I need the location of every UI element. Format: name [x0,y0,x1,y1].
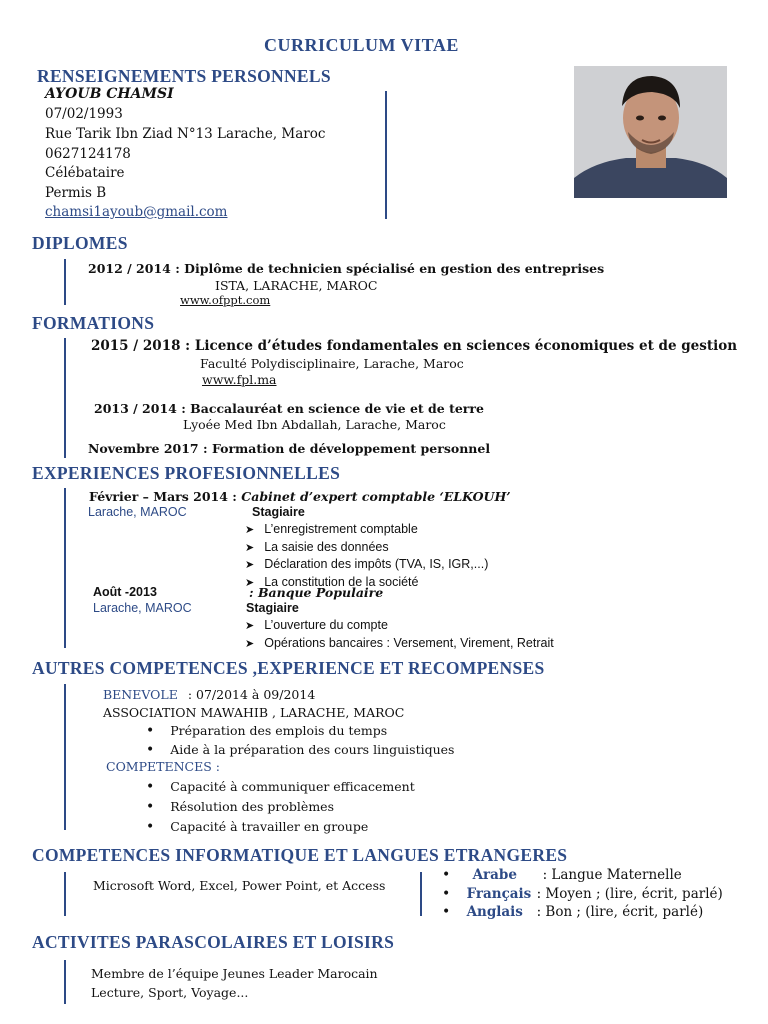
formations-heading: FORMATIONS [32,313,155,333]
loisirs-line-1: Membre de l’équipe Jeunes Leader Marocain [91,966,378,981]
experience-1-header [89,489,511,504]
experience-2-company: : Banque Populaire [249,585,384,600]
diplomes-heading: DIPLOMES [32,233,128,253]
task-item: ➤ La constitution de la société [245,574,488,592]
page-title: CURRICULUM VITAE [264,35,459,55]
software-skills: Microsoft Word, Excel, Power Point, et Access [93,878,386,893]
section-divider [64,338,66,458]
diplome-website-link[interactable]: www.ofppt.com [180,293,271,307]
profile-photo-image [574,66,727,198]
competences-label: COMPETENCES : [106,759,220,774]
experience-1-company: Cabinet d’expert comptable ‘ELKOUH’ [241,489,511,504]
list-item: • Aide à la préparation des cours linguistiques [146,741,454,760]
association-name: ASSOCIATION MAWAHIB , LARACHE, MAROC [103,705,405,720]
language-name: Anglais [466,904,523,920]
formation-licence-title: 2015 / 2018 : Licence d’études fondamentales en sciences économiques et de gestion [91,338,738,354]
autres-heading: AUTRES COMPETENCES ,EXPERIENCE ET RECOMPENSES [32,658,545,678]
personal-heading: RENSEIGNEMENTS PERSONNELS [37,66,331,86]
experience-1-place: Larache, MAROC [88,505,187,519]
formation-licence-link[interactable]: www.fpl.ma [202,372,277,387]
task-item: ➤ Déclaration des impôts (TVA, IS, IGR,...) [245,556,488,574]
language-item [442,885,723,904]
loisirs-line-2: Lecture, Sport, Voyage... [91,985,249,1000]
phone: 0627124178 [45,146,131,162]
formation-bac-place: Lyoée Med Ibn Abdallah, Larache, Maroc [183,417,446,432]
experience-1-role: Stagiaire [252,505,305,519]
profile-photo [574,66,727,198]
list-item: • Préparation des emplois du temps [146,722,454,741]
task-item: ➤ La saisie des données [245,539,488,557]
languages-list [442,866,723,922]
email-link[interactable]: chamsi1ayoub@gmail.com [45,204,228,220]
experience-2-date: Août -2013 [93,585,157,599]
formation-licence-place: Faculté Polydisciplinaire, Larache, Maroc [200,356,464,371]
task-item: ➤ Opérations bancaires : Versement, Virement, Retrait [245,635,554,653]
experience-1-tasks [245,521,488,592]
marital-status: Célébataire [45,165,125,181]
experience-2-tasks [245,617,554,652]
competences-list [146,777,415,837]
list-item: • Capacité à communiquer efficacement [146,777,415,797]
benevole-label: BENEVOLE [103,687,178,702]
driving-license: Permis B [45,185,107,201]
experience-1-date: Février – Mars 2014 : [89,489,242,504]
task-item: ➤ L’ouverture du compte [245,617,554,635]
address: Rue Tarik Ibn Ziad N°13 Larache, Maroc [45,126,326,142]
section-divider [64,872,66,916]
diplome-title: 2012 / 2014 : Diplôme de technicien spécialisé en gestion des entreprises [88,261,605,276]
section-divider [64,684,66,830]
benevole-dates: : 07/2014 à 09/2014 [187,687,316,702]
section-divider [64,960,66,1004]
formation-dev-perso: Novembre 2017 : Formation de développement personnel [88,441,491,456]
diplome-school: ISTA, LARACHE, MAROC [215,278,378,293]
benevole-list [146,722,454,759]
experience-2-place: Larache, MAROC [93,601,192,615]
section-divider [420,872,422,916]
experiences-heading: EXPERIENCES PROFESIONNELLES [32,463,341,483]
section-divider [64,488,66,648]
task-item: ➤ L’enregistrement comptable [245,521,488,539]
language-level: : Moyen ; (lire, écrit, parlé) [536,885,723,902]
experience-2-role: Stagiaire [246,601,299,615]
benevole-line [103,687,315,702]
list-item: • Capacité à travailler en groupe [146,817,415,837]
language-name: Arabe [472,867,517,883]
language-name: Français [466,885,532,902]
informatique-heading: COMPETENCES INFORMATIQUE ET LANGUES ETRANGERES [32,845,568,865]
list-item: • Résolution des problèmes [146,797,415,817]
person-name: AYOUB CHAMSI [45,86,174,102]
birth-date: 07/02/1993 [45,106,123,122]
language-item [442,903,723,922]
language-item [442,866,723,885]
language-level: : Langue Maternelle [542,867,682,883]
language-level: : Bon ; (lire, écrit, parlé) [536,904,704,920]
section-divider [385,91,387,219]
loisirs-heading: ACTIVITES PARASCOLAIRES ET LOISIRS [32,932,395,952]
formation-bac-title: 2013 / 2014 : Baccalauréat en science de vie et de terre [94,401,484,416]
section-divider [64,259,66,305]
